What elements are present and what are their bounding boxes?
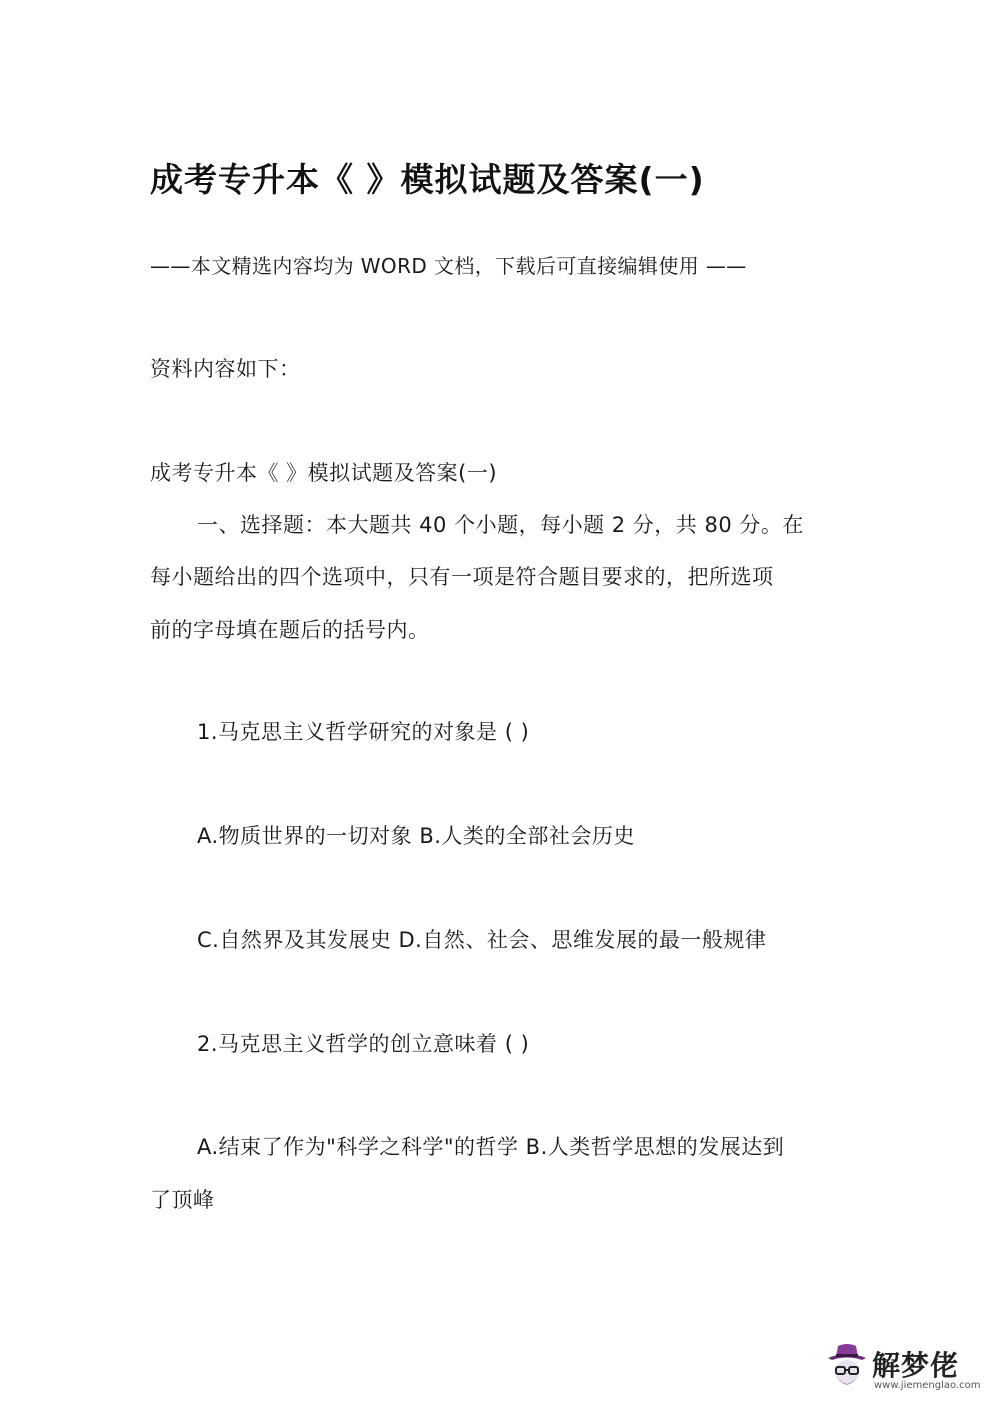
intro-text: 资料内容如下： xyxy=(150,357,301,381)
document-title: 成考专升本《 》模拟试题及答案(一) xyxy=(150,160,705,199)
question1-stem: 1.马克思主义哲学研究的对象是 ( ) xyxy=(197,720,530,744)
watermark-url: www.jiemenglao.com xyxy=(874,1380,981,1391)
question1-options-cd: C.自然界及其发展史 D.自然、社会、思维发展的最一般规律 xyxy=(197,928,767,952)
document-subtitle: ——本文精选内容均为 WORD 文档，下载后可直接编辑使用 —— xyxy=(150,254,747,278)
question2-options-ab: A.结束了作为"科学之科学"的哲学 B.人类哲学思想的发展达到 xyxy=(197,1135,785,1159)
detective-hat-glasses-icon xyxy=(824,1342,870,1392)
section1-line3: 前的字母填在题后的括号内。 xyxy=(150,618,430,642)
section1-line1: 一、选择题：本大题共 40 个小题，每小题 2 分，共 80 分。在 xyxy=(197,513,804,537)
watermark-brand: 解梦佬 xyxy=(872,1349,960,1382)
question2-options-ab-cont: 了顶峰 xyxy=(150,1188,215,1212)
section-heading: 成考专升本《 》模拟试题及答案(一) xyxy=(150,461,498,485)
question1-options-ab: A.物质世界的一切对象 B.人类的全部社会历史 xyxy=(197,824,635,848)
question2-stem: 2.马克思主义哲学的创立意味着 ( ) xyxy=(197,1032,530,1056)
watermark xyxy=(822,1340,982,1396)
section1-line2: 每小题给出的四个选项中，只有一项是符合题目要求的，把所选项 xyxy=(150,565,774,589)
